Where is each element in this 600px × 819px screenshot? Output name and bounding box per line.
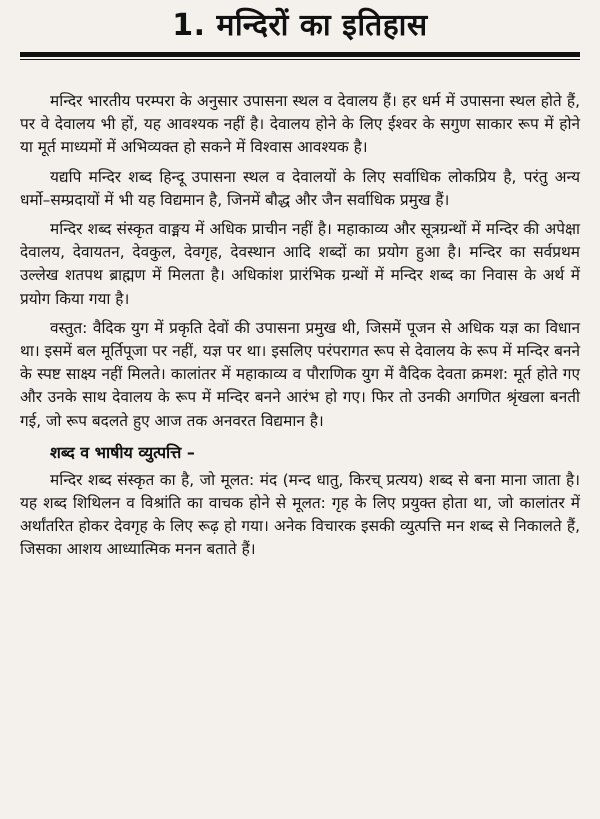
paragraph-sanskrit-usage: मन्दिर शब्द संस्कृत वाङ्मय में अधिक प्राचीन नहीं है। महाकाव्य और सूत्रग्रन्थों में मन्दिर की अपेक्षा देवालय, देवायतन, देवकुल, देवगृह, देवस्थान आदि शब्दों का प्रयोग हुआ है। मन्दिर का सर्वप्रथम उल्लेख शतपथ ब्राह्मण में मिलता है। अधिकांश प्रारंभिक ग्रन्थों में मन्दिर शब्द का निवास के अर्थ में प्रयोग किया गया है। — [20, 220, 580, 308]
paragraph-vedic-era: वस्तुत: वैदिक युग में प्रकृति देवों की उपासना प्रमुख थी, जिसमें पूजन से अधिक यज्ञ का विधान था। इसमें बल मूर्तिपूजा पर नहीं, यज्ञ पर था। इसलिए परंपरागत रूप से देवालय के रूप में मन्दिर बनने के स्पष्ट साक्ष्य नहीं मिलते। कालांतर में महाकाव्य व पौराणिक युग में वैदिक देवता क्रमश: मूर्त होते गए और उनके साथ देवालय के रूप में मन्दिर बनने आरंभ हो गए। फिर तो उनकी अगणित श्रृंखला बनती गई, जो रूप बदलते हुए आज तक अनवरत विद्यमान है। — [20, 318, 580, 430]
page-body — [20, 90, 580, 562]
chapter-title: 1. मन्दिरों का इतिहास — [172, 8, 428, 43]
paragraph-popularity: यद्यपि मन्दिर शब्द हिन्दू उपासना स्थल व देवालयों के लिए सर्वाधिक लोकप्रिय है, परंतु अन्य धर्मो–सम्प्रदायों में भी यह विद्यमान है, जिनमें बौद्ध और जैन सर्वाधिक प्रमुख हैं। — [20, 167, 580, 209]
title-underline-rule — [20, 52, 580, 60]
paragraph-etymology: मन्दिर शब्द संस्कृत का है, जो मूलत: मंद (मन्द धातु, किरच् प्रत्यय) शब्द से बना माना जाता है। यह शब्द शिथिलन व विश्रांति का वाचक होने से मूलत: गृह के लिए प्रयुक्त होता था, जो कालांतर में अर्थांतरित होकर देवगृह के लिए रूढ़ हो गया। अनेक विचारक इसकी व्युत्पत्ति मन शब्द से निकालते हैं, जिसका आशय आध्यात्मिक मनन बताते हैं। — [20, 470, 580, 559]
paragraph-intro: मन्दिर भारतीय परम्परा के अनुसार उपासना स्थल व देवालय हैं। हर धर्म में उपासना स्थल होते हैं, पर वे देवालय भी हों, यह आवश्यक नहीं है। देवालय होने के लिए ईश्वर के सगुण साकार रूप में होने या मूर्त माध्यमों में अभिव्यक्त हो सकने में विश्वास आवश्यक है। — [20, 92, 580, 157]
section-heading-etymology: शब्द व भाषीय व्युत्पत्ति – — [50, 442, 195, 462]
